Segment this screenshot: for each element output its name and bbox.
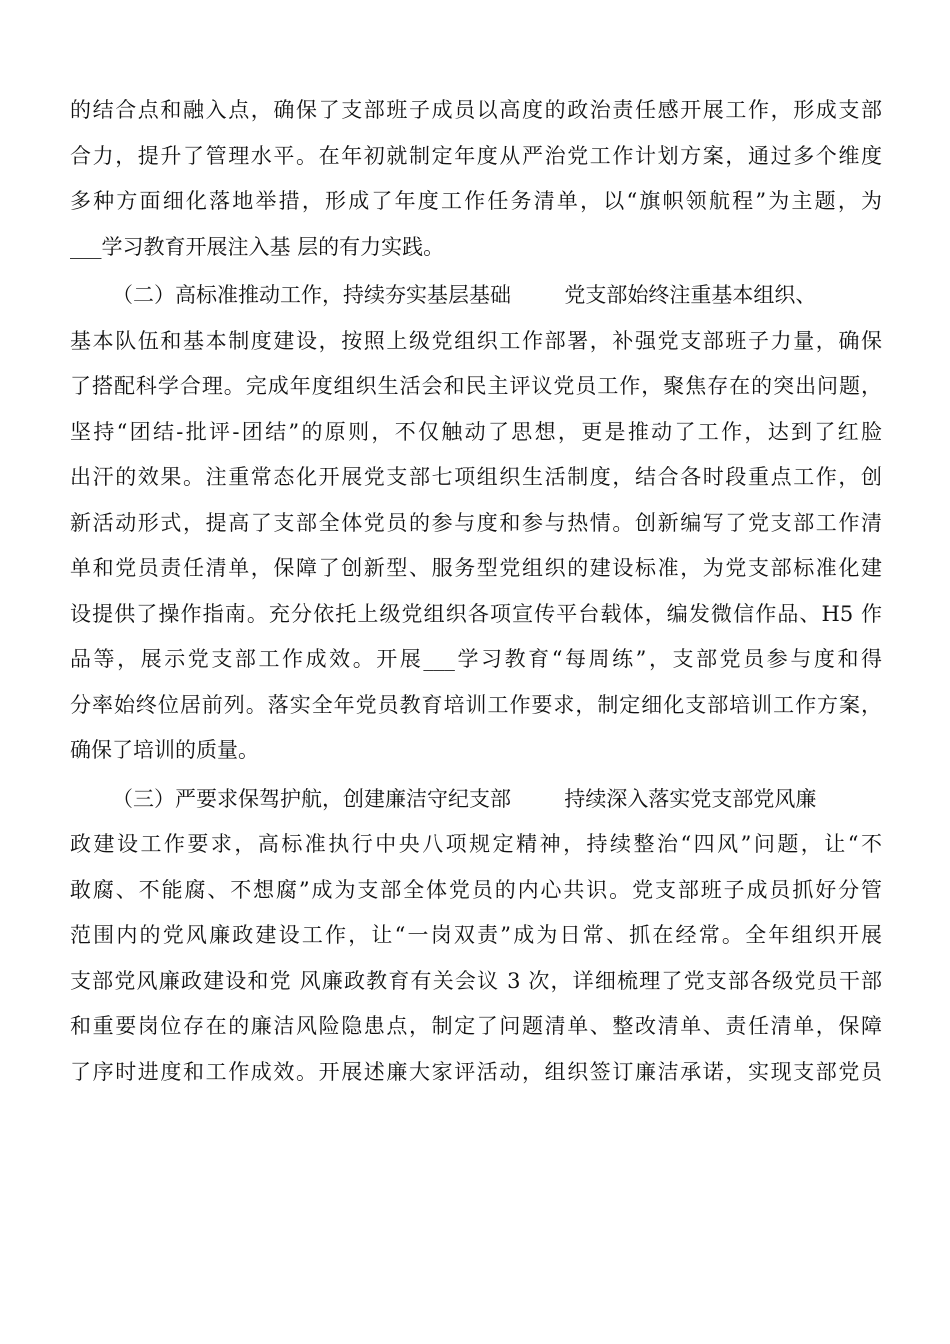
text-line: 合力，提升了管理水平。在年初就制定年度从严治党工作计划方案，通过多个维度: [70, 143, 882, 168]
text-line: 范围内的党风廉政建设工作，让“一岗双责”成为日常、抓在经常。全年组织开展: [70, 923, 882, 947]
text-line: 多种方面细化落地举措，形成了年度工作任务清单，以“旗帜领航程”为主题，为: [70, 189, 882, 213]
text-line: 政建设工作要求，高标准执行中央八项规定精神，持续整治“四风”问题，让“不: [70, 832, 882, 856]
text-line: 支部党风廉政建设和党 风廉政教育有关会议 3 次，详细梳理了党支部各级党员干部: [70, 968, 882, 993]
section-heading-line: （二）高标准推动工作，持续夯实基层基础 党支部始终注重基本组织、: [112, 283, 817, 307]
text-line: 出汗的效果。注重常态化开展党支部七项组织生活制度，结合各时段重点工作，创: [70, 465, 882, 489]
text-line: 敢腐、不能腐、不想腐”成为支部全体党员的内心共识。党支部班子成员抓好分管: [70, 877, 882, 902]
document-page: [70, 88, 882, 1095]
text-line: 了搭配科学合理。完成年度组织生活会和民主评议党员工作，聚焦存在的突出问题，: [70, 374, 882, 398]
text-line: 基本队伍和基本制度建设，按照上级党组织工作部署，补强党支部班子力量，确保: [70, 328, 882, 353]
paragraph-3: [70, 777, 882, 1096]
text-line: 坚持“团结-批评-团结”的原则，不仅触动了思想，更是推动了工作，达到了红脸: [70, 419, 882, 444]
text-line: 了序时进度和工作成效。开展述廉大家评活动，组织签订廉洁承诺，实现支部党员: [70, 1059, 882, 1084]
text-line: 分率始终位居前列。落实全年党员教育培训工作要求，制定细化支部培训工作方案，: [70, 692, 882, 717]
paragraph-2: [70, 273, 882, 774]
text-line: 确保了培训的质量。: [70, 738, 259, 762]
text-line: ___学习教育开展注入基 层的有力实践。: [70, 234, 445, 259]
text-line: 品等，展示党支部工作成效。开展___学习教育“每周练”，支部党员参与度和得: [70, 647, 882, 671]
text-line: 和重要岗位存在的廉洁风险隐患点，制定了问题清单、整改清单、责任清单，保障: [70, 1014, 882, 1038]
text-line: 新活动形式，提高了支部全体党员的参与度和参与热情。创新编写了党支部工作清: [70, 510, 882, 535]
section-heading-line: （三）严要求保驾护航，创建廉洁守纪支部 持续深入落实党支部党风廉: [112, 786, 817, 811]
text-line: 单和党员责任清单，保障了创新型、服务型党组织的建设标准，为党支部标准化建: [70, 556, 882, 580]
text-line: 设提供了操作指南。充分依托上级党组织各项宣传平台载体，编发微信作品、H5 作: [70, 601, 882, 626]
paragraph-1: [70, 88, 882, 270]
text-line: 的结合点和融入点，确保了支部班子成员以高度的政治责任感开展工作，形成支部: [70, 98, 882, 122]
